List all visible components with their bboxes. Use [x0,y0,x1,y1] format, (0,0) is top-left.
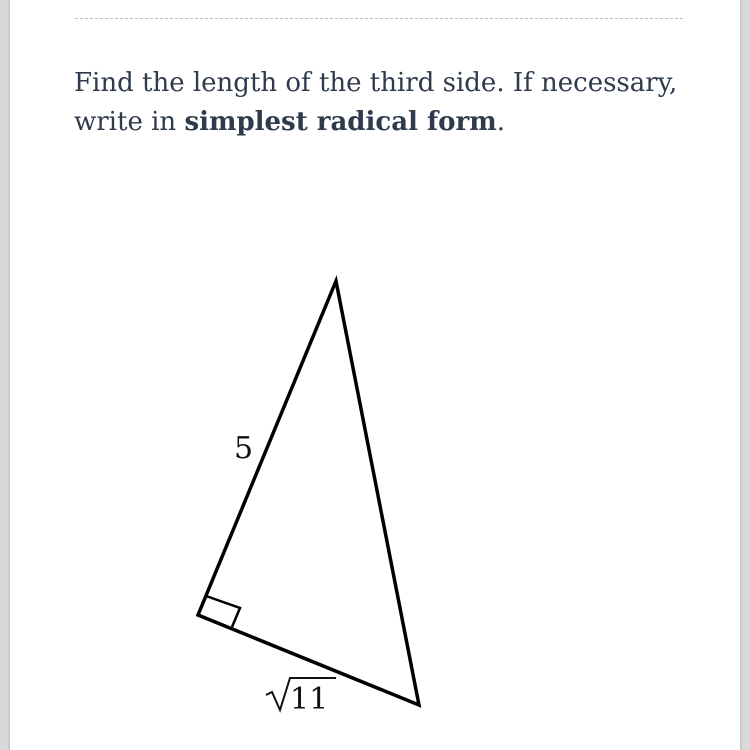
worksheet-page [10,0,740,750]
question-punctuation: . [496,107,505,137]
question-text: Find the length of the third side. If necessary, write in [74,68,678,137]
right-triangle-diagram [10,0,740,750]
question-emphasis: simplest radical form [184,107,497,137]
radicand-label: 11 [290,682,329,717]
right-angle-marker [206,596,240,627]
side-leg-label: 5 [234,431,254,466]
side-base-label [266,678,336,717]
triangle-outline [198,281,419,705]
